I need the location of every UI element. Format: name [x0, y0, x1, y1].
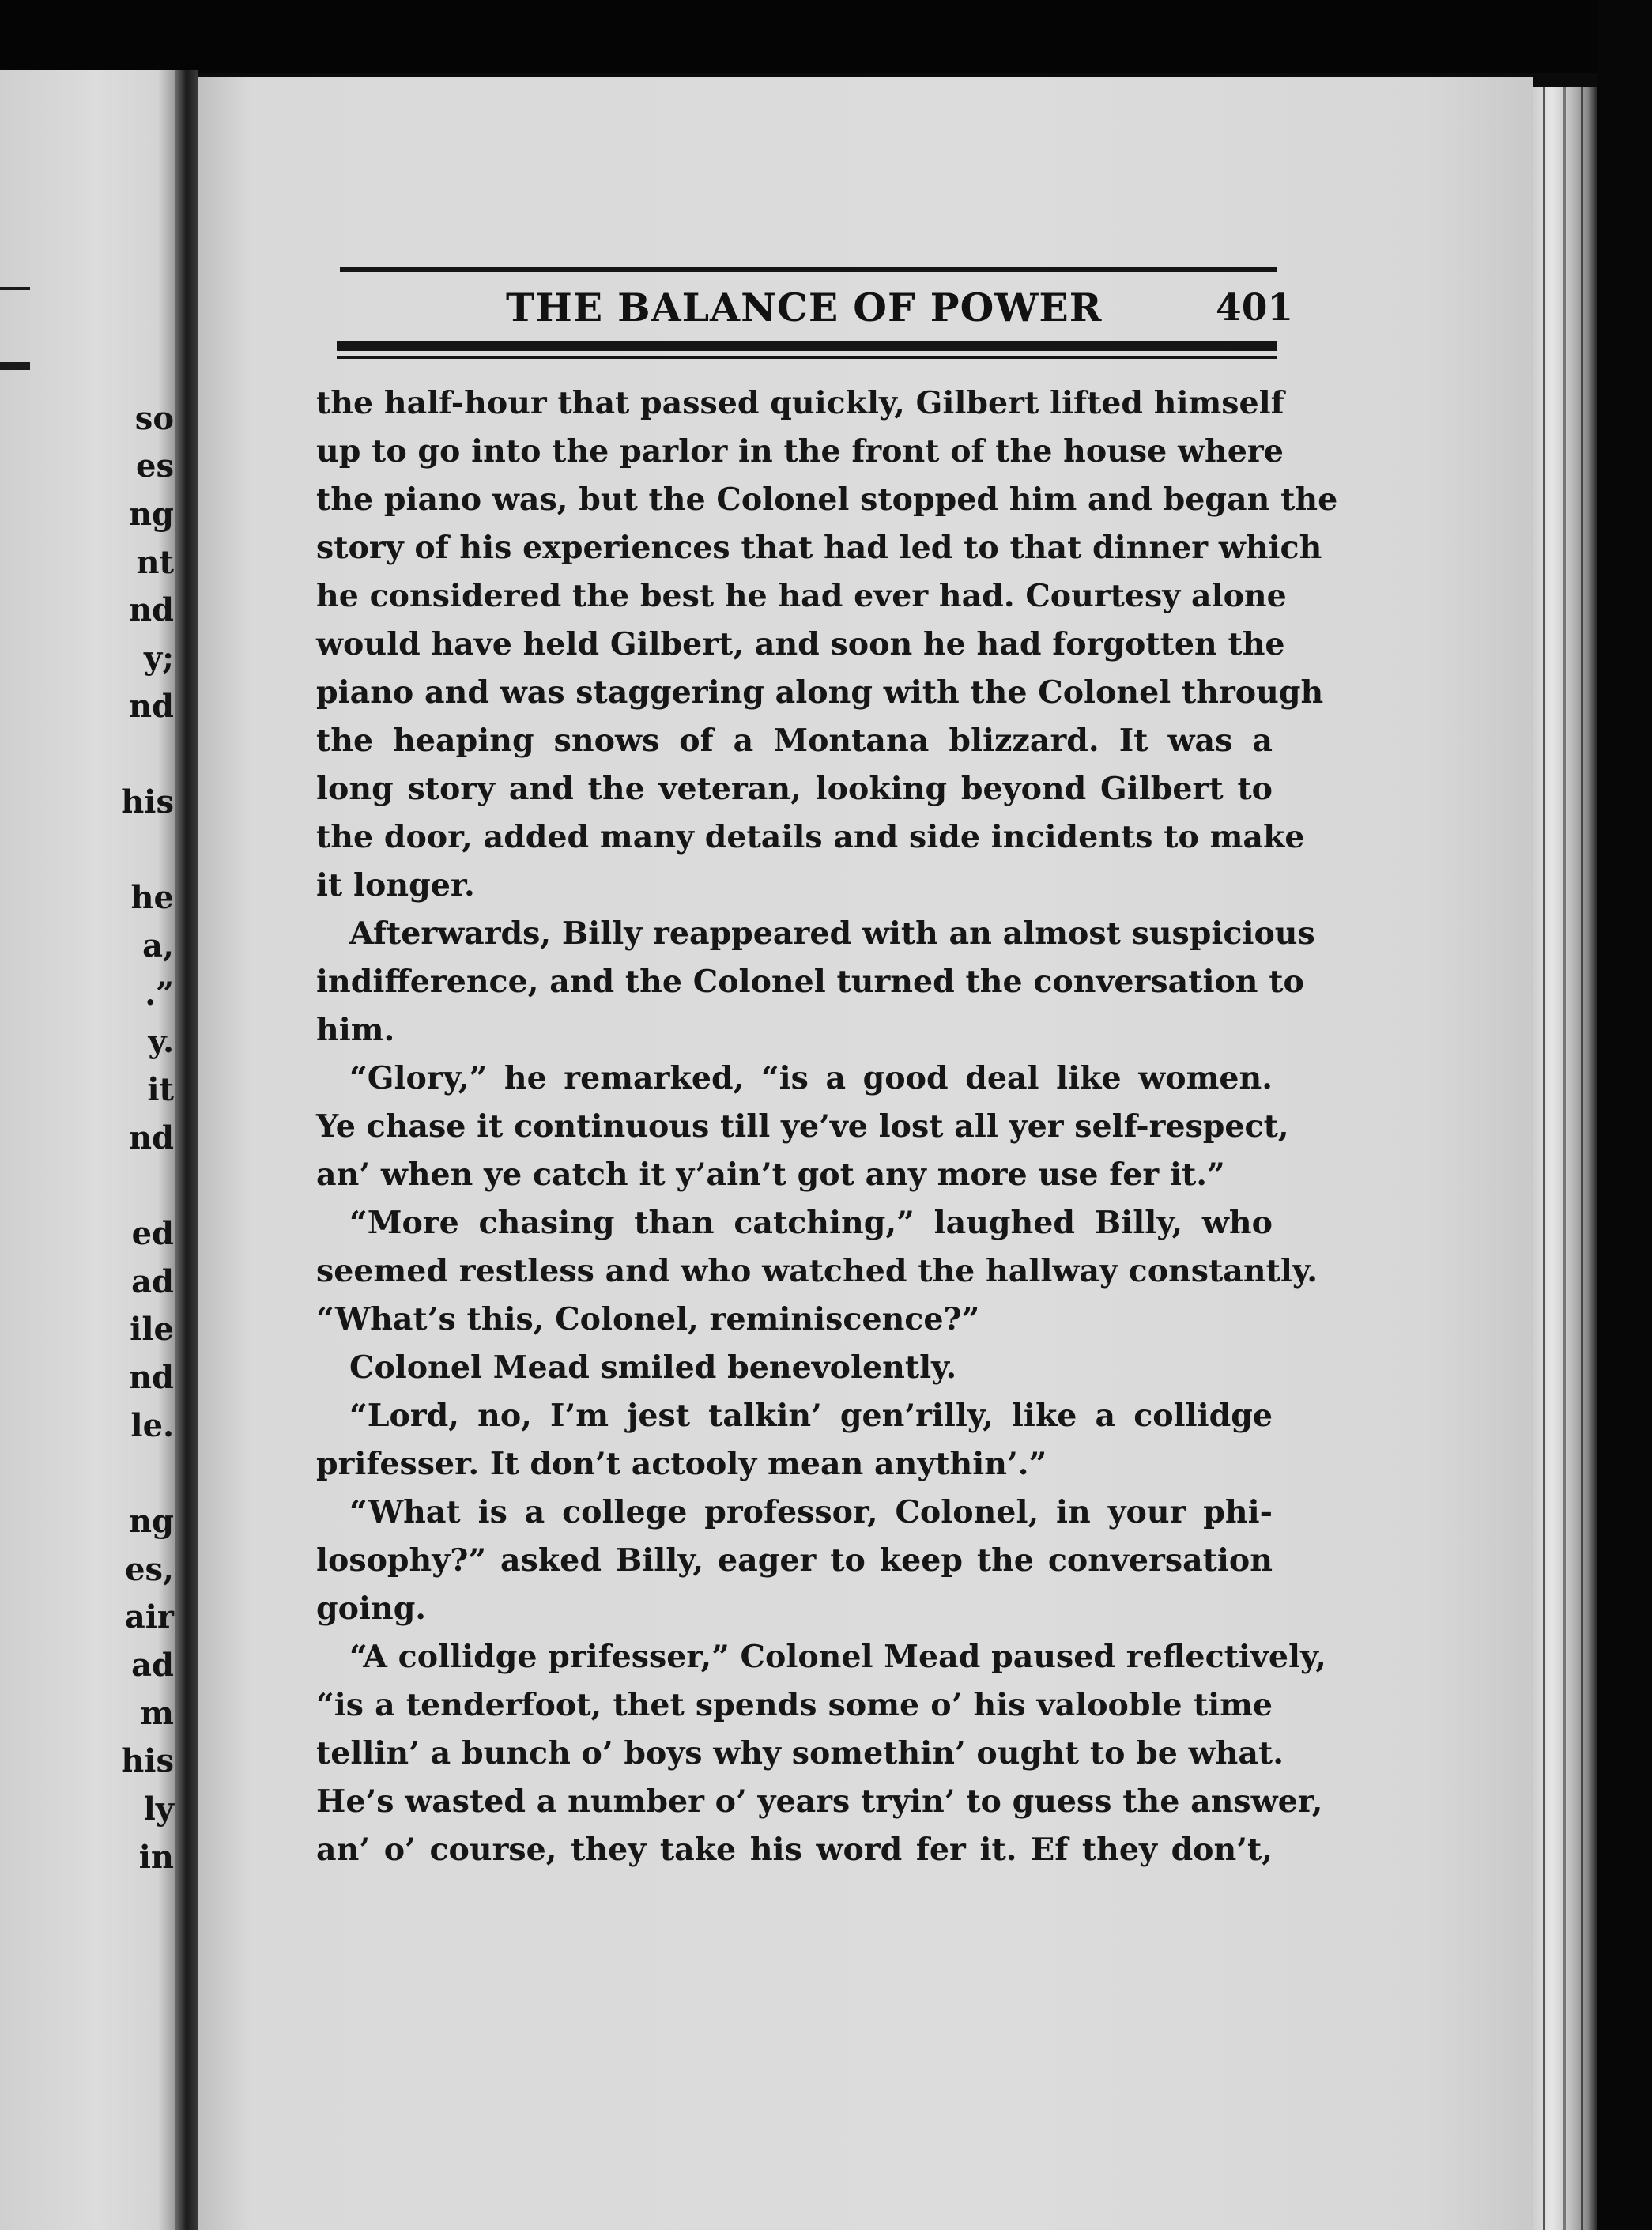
scan-top-border: [0, 0, 1652, 73]
facing-page-rule: [0, 287, 30, 290]
facing-page-fragment: so: [134, 400, 174, 437]
text-line: going.: [316, 1590, 427, 1627]
facing-page-fragment: ed: [131, 1215, 174, 1252]
facing-page-fragment: nd: [128, 1119, 174, 1157]
facing-page-fragment: air: [124, 1598, 174, 1636]
facing-page-fragment: nt: [136, 544, 174, 581]
page-stack-edge: [1533, 87, 1597, 2230]
body-text: [316, 379, 1338, 1874]
facing-page-fragment: nd: [128, 591, 174, 628]
text-line: an’ when ye catch it y’ain’t got any more use fer it.”: [316, 1157, 1225, 1193]
header-rule-bottom-thin: [337, 356, 1277, 359]
text-line: the door, added many details and side incidents to make: [316, 819, 1305, 855]
facing-page-fragment: ad: [131, 1647, 174, 1684]
text-line: up to go into the parlor in the front of the house where: [316, 433, 1284, 470]
facing-page-fragment: his: [121, 1742, 174, 1779]
text-line: piano and was staggering along with the Colonel through: [316, 674, 1324, 711]
text-line: He’s wasted a number o’ years tryin’ to guess the answer,: [316, 1783, 1323, 1820]
header-rule-bottom-thick: [337, 341, 1277, 351]
facing-page-fragment: le.: [130, 1407, 174, 1444]
facing-page-rule-double: [0, 362, 30, 370]
scan-right-border: [1597, 0, 1652, 2230]
text-line: would have held Gilbert, and soon he had forgotten the: [316, 626, 1285, 662]
facing-page-left: [0, 70, 175, 2230]
text-line: he considered the best he had ever had. Courtesy alone: [316, 578, 1287, 614]
page-number: 401: [1216, 286, 1294, 330]
text-line: the piano was, but the Colonel stopped him and began the: [316, 481, 1338, 518]
facing-page-fragment: ad: [131, 1263, 174, 1300]
facing-page-fragment: ng: [128, 1503, 174, 1540]
text-line: “More chasing than catching,” laughed Billy, who: [349, 1205, 1273, 1241]
text-line: prifesser. It don’t actooly mean anythin’.”: [316, 1446, 1047, 1482]
text-line: tellin’ a bunch o’ boys why somethin’ ought to be what.: [316, 1735, 1284, 1772]
facing-page-fragment: m: [140, 1695, 174, 1732]
text-line: him.: [316, 1012, 395, 1048]
text-line: “What’s this, Colonel, reminiscence?”: [316, 1301, 980, 1338]
text-line: “Glory,” he remarked, “is a good deal like women.: [349, 1060, 1273, 1096]
facing-page-fragment: his: [121, 783, 174, 821]
text-line: Afterwards, Billy reappeared with an almost suspicious: [349, 915, 1315, 952]
running-head-title: THE BALANCE OF POWER: [506, 285, 1103, 330]
header-rule-top: [340, 267, 1277, 272]
text-line: an’ o’ course, they take his word fer it. Ef they don’t,: [316, 1832, 1273, 1868]
facing-page-fragment: he: [130, 879, 174, 916]
text-line: “is a tenderfoot, thet spends some o’ his valooble time: [316, 1687, 1273, 1723]
text-line: “Lord, no, I’m jest talkin’ gen’rilly, like a collidge: [349, 1398, 1273, 1434]
text-line: indifference, and the Colonel turned the conversation to: [316, 964, 1304, 1000]
text-line: “A collidge prifesser,” Colonel Mead paused reflectively,: [349, 1639, 1326, 1675]
text-line: “What is a college professor, Colonel, in your phi-: [349, 1494, 1273, 1530]
text-line: Ye chase it continuous till ye’ve lost all yer self-respect,: [316, 1108, 1289, 1145]
text-line: Colonel Mead smiled benevolently.: [349, 1349, 957, 1386]
text-line: losophy?” asked Billy, eager to keep the conversation: [316, 1542, 1273, 1579]
text-line: the half-hour that passed quickly, Gilbert lifted himself: [316, 385, 1284, 421]
text-line: long story and the veteran, looking beyond Gilbert to: [316, 771, 1273, 807]
facing-page-fragment: .”: [145, 975, 174, 1013]
facing-page-fragment: it: [147, 1071, 174, 1108]
facing-page-fragment: ile: [130, 1311, 174, 1348]
facing-page-fragment: nd: [128, 1359, 174, 1396]
text-line: the heaping snows of a Montana blizzard. It was a: [316, 723, 1273, 759]
text-line: it longer.: [316, 867, 475, 904]
facing-page-fragment: a,: [142, 927, 174, 964]
facing-page-fragment: es: [136, 447, 174, 485]
facing-page-fragment: ng: [128, 496, 174, 533]
facing-page-fragment: es,: [125, 1551, 174, 1588]
facing-page-fragment: nd: [128, 688, 174, 725]
text-line: story of his experiences that had led to that dinner which: [316, 530, 1322, 566]
facing-page-fragment: y;: [143, 640, 174, 677]
facing-page-fragment: ly: [143, 1790, 174, 1828]
facing-page-fragment: y.: [148, 1023, 174, 1060]
facing-page-fragment: in: [138, 1839, 174, 1876]
text-line: seemed restless and who watched the hallway constantly.: [316, 1253, 1318, 1289]
book-gutter: [175, 70, 198, 2230]
